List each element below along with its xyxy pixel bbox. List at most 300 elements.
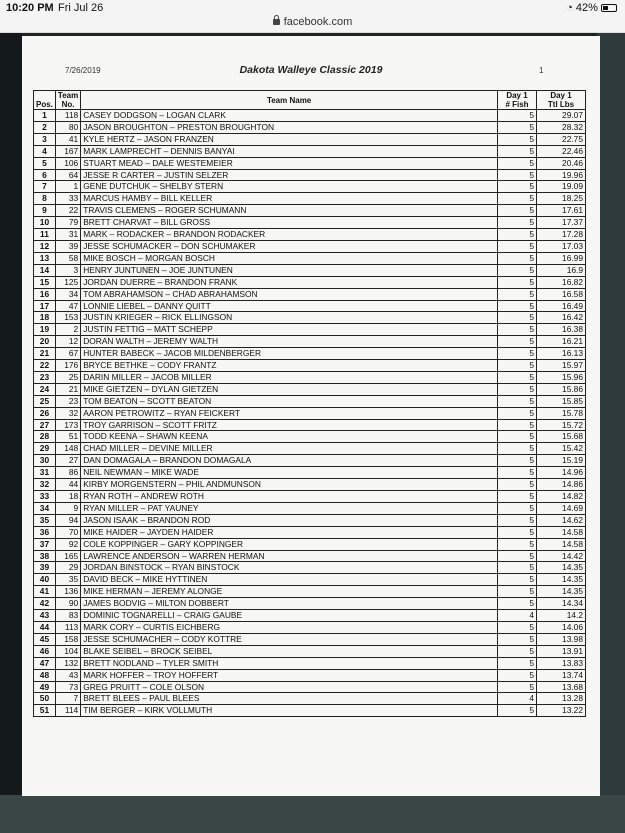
table-row bbox=[34, 145, 586, 157]
cell-pos: 13 bbox=[34, 252, 56, 264]
cell-fish: 5 bbox=[498, 336, 537, 348]
cell-team-no: 70 bbox=[55, 526, 80, 538]
cell-team-no: 18 bbox=[55, 491, 80, 503]
cell-pos: 23 bbox=[34, 371, 56, 383]
cell-team-no: 41 bbox=[55, 133, 80, 145]
cell-lbs: 13.98 bbox=[537, 633, 586, 645]
cell-team-name: JORDAN BINSTOCK – RYAN BINSTOCK bbox=[81, 562, 498, 574]
table-row bbox=[34, 288, 586, 300]
cell-team-name: MIKE GIETZEN – DYLAN GIETZEN bbox=[81, 383, 498, 395]
cell-team-name: BLAKE SEIBEL – BROCK SEIBEL bbox=[81, 645, 498, 657]
battery-percent: 42% bbox=[575, 2, 598, 14]
cell-fish: 5 bbox=[498, 312, 537, 324]
header-pos: Pos. bbox=[34, 91, 56, 110]
cell-fish: 5 bbox=[498, 276, 537, 288]
cell-team-no: 136 bbox=[55, 586, 80, 598]
cell-team-name: CASEY DODGSON – LOGAN CLARK bbox=[81, 110, 498, 122]
table-row bbox=[34, 657, 586, 669]
cell-fish: 5 bbox=[498, 705, 537, 717]
cell-pos: 51 bbox=[34, 705, 56, 717]
cell-fish: 5 bbox=[498, 669, 537, 681]
cell-team-name: LONNIE LIEBEL – DANNY QUITT bbox=[81, 300, 498, 312]
cell-pos: 20 bbox=[34, 336, 56, 348]
cell-team-name: TOM BEATON – SCOTT BEATON bbox=[81, 395, 498, 407]
cell-fish: 5 bbox=[498, 455, 537, 467]
table-row bbox=[34, 300, 586, 312]
lock-icon bbox=[273, 19, 280, 25]
table-row bbox=[34, 431, 586, 443]
cell-fish: 5 bbox=[498, 133, 537, 145]
cell-team-no: 31 bbox=[55, 229, 80, 241]
cell-fish: 5 bbox=[498, 240, 537, 252]
cell-pos: 38 bbox=[34, 550, 56, 562]
cell-lbs: 28.32 bbox=[537, 121, 586, 133]
table-row bbox=[34, 419, 586, 431]
cell-fish: 5 bbox=[498, 300, 537, 312]
cell-pos: 21 bbox=[34, 348, 56, 360]
cell-team-no: 33 bbox=[55, 193, 80, 205]
header-team-name: Team Name bbox=[81, 91, 498, 110]
table-row bbox=[34, 491, 586, 503]
background-left bbox=[0, 33, 22, 833]
cell-team-name: TOM ABRAHAMSON – CHAD ABRAHAMSON bbox=[81, 288, 498, 300]
cell-lbs: 19.09 bbox=[537, 181, 586, 193]
cell-pos: 24 bbox=[34, 383, 56, 395]
cell-fish: 5 bbox=[498, 252, 537, 264]
cell-team-no: 23 bbox=[55, 395, 80, 407]
cell-lbs: 18.25 bbox=[537, 193, 586, 205]
cell-fish: 5 bbox=[498, 205, 537, 217]
cell-team-no: 25 bbox=[55, 371, 80, 383]
table-row bbox=[34, 538, 586, 550]
cell-fish: 5 bbox=[498, 467, 537, 479]
cell-lbs: 16.58 bbox=[537, 288, 586, 300]
cell-lbs: 14.06 bbox=[537, 621, 586, 633]
cell-pos: 8 bbox=[34, 193, 56, 205]
cell-team-no: 43 bbox=[55, 669, 80, 681]
cell-team-name: MIKE HAIDER – JAYDEN HAIDER bbox=[81, 526, 498, 538]
cell-pos: 42 bbox=[34, 598, 56, 610]
table-row bbox=[34, 348, 586, 360]
cell-fish: 5 bbox=[498, 633, 537, 645]
cell-lbs: 20.46 bbox=[537, 157, 586, 169]
cell-pos: 1 bbox=[34, 110, 56, 122]
cell-team-name: DORAN WALTH – JEREMY WALTH bbox=[81, 336, 498, 348]
cell-pos: 39 bbox=[34, 562, 56, 574]
cell-team-name: TODD KEENA – SHAWN KEENA bbox=[81, 431, 498, 443]
cell-pos: 6 bbox=[34, 169, 56, 181]
cell-team-name: LAWRENCE ANDERSON – WARREN HERMAN bbox=[81, 550, 498, 562]
document-date: 7/26/2019 bbox=[65, 66, 101, 75]
cell-pos: 9 bbox=[34, 205, 56, 217]
cell-team-name: AARON PETROWITZ – RYAN FEICKERT bbox=[81, 407, 498, 419]
cell-pos: 46 bbox=[34, 645, 56, 657]
cell-lbs: 13.83 bbox=[537, 657, 586, 669]
cell-fish: 5 bbox=[498, 264, 537, 276]
cell-lbs: 14.35 bbox=[537, 586, 586, 598]
cell-team-name: HUNTER BABECK – JACOB MILDENBERGER bbox=[81, 348, 498, 360]
cell-fish: 5 bbox=[498, 324, 537, 336]
cell-pos: 25 bbox=[34, 395, 56, 407]
cell-fish: 5 bbox=[498, 574, 537, 586]
cell-team-name: MARK – RODACKER – BRANDON RODACKER bbox=[81, 229, 498, 241]
cell-pos: 7 bbox=[34, 181, 56, 193]
cell-pos: 32 bbox=[34, 479, 56, 491]
cell-team-name: JUSTIN KRIEGER – RICK ELLINGSON bbox=[81, 312, 498, 324]
cell-team-no: 80 bbox=[55, 121, 80, 133]
cell-team-no: 83 bbox=[55, 610, 80, 622]
cell-team-no: 44 bbox=[55, 479, 80, 491]
table-row bbox=[34, 205, 586, 217]
table-row bbox=[34, 586, 586, 598]
cell-lbs: 22.75 bbox=[537, 133, 586, 145]
cell-team-no: 92 bbox=[55, 538, 80, 550]
cell-team-name: JAMES BODVIG – MILTON DOBBERT bbox=[81, 598, 498, 610]
cell-fish: 5 bbox=[498, 121, 537, 133]
cell-team-no: 9 bbox=[55, 502, 80, 514]
cell-pos: 12 bbox=[34, 240, 56, 252]
cell-team-name: STUART MEAD – DALE WESTEMEIER bbox=[81, 157, 498, 169]
header-lbs bbox=[537, 91, 586, 110]
cell-team-name: JASON ISAAK – BRANDON ROD bbox=[81, 514, 498, 526]
table-row bbox=[34, 169, 586, 181]
cell-team-no: 86 bbox=[55, 467, 80, 479]
cell-pos: 3 bbox=[34, 133, 56, 145]
cell-team-name: DAN DOMAGALA – BRANDON DOMAGALA bbox=[81, 455, 498, 467]
cell-fish: 5 bbox=[498, 181, 537, 193]
cell-fish: 5 bbox=[498, 657, 537, 669]
table-row bbox=[34, 252, 586, 264]
cell-pos: 26 bbox=[34, 407, 56, 419]
table-row bbox=[34, 240, 586, 252]
cell-lbs: 15.85 bbox=[537, 395, 586, 407]
table-row bbox=[34, 181, 586, 193]
cell-team-no: 104 bbox=[55, 645, 80, 657]
cell-fish: 5 bbox=[498, 110, 537, 122]
cell-lbs: 29.07 bbox=[537, 110, 586, 122]
cell-team-no: 94 bbox=[55, 514, 80, 526]
cell-lbs: 16.99 bbox=[537, 252, 586, 264]
cell-team-no: 167 bbox=[55, 145, 80, 157]
cell-lbs: 14.86 bbox=[537, 479, 586, 491]
cell-pos: 44 bbox=[34, 621, 56, 633]
cell-fish: 5 bbox=[498, 491, 537, 503]
cell-team-no: 3 bbox=[55, 264, 80, 276]
cell-pos: 27 bbox=[34, 419, 56, 431]
cell-lbs: 14.34 bbox=[537, 598, 586, 610]
background-bottom bbox=[0, 795, 625, 833]
cell-team-no: 51 bbox=[55, 431, 80, 443]
cell-lbs: 13.91 bbox=[537, 645, 586, 657]
cell-lbs: 14.62 bbox=[537, 514, 586, 526]
cell-team-name: GREG PRUITT – COLE OLSON bbox=[81, 681, 498, 693]
cell-pos: 48 bbox=[34, 669, 56, 681]
cell-team-no: 64 bbox=[55, 169, 80, 181]
cell-team-no: 22 bbox=[55, 205, 80, 217]
cell-team-name: DAVID BECK – MIKE HYTTINEN bbox=[81, 574, 498, 586]
cell-lbs: 16.38 bbox=[537, 324, 586, 336]
cell-fish: 5 bbox=[498, 621, 537, 633]
table-row bbox=[34, 598, 586, 610]
cell-team-no: 176 bbox=[55, 360, 80, 372]
cell-fish: 5 bbox=[498, 514, 537, 526]
cell-pos: 18 bbox=[34, 312, 56, 324]
battery-icon bbox=[601, 4, 617, 12]
cell-team-no: 21 bbox=[55, 383, 80, 395]
cell-team-name: TROY GARRISON – SCOTT FRITZ bbox=[81, 419, 498, 431]
cell-team-name: MARK CORY – CURTIS EICHBERG bbox=[81, 621, 498, 633]
cell-team-name: BRETT CHARVAT – BILL GROSS bbox=[81, 217, 498, 229]
cell-lbs: 15.19 bbox=[537, 455, 586, 467]
cell-lbs: 17.37 bbox=[537, 217, 586, 229]
cell-team-name: DOMINIC TOGNARELLI – CRAIG GAUBE bbox=[81, 610, 498, 622]
cell-team-name: BRETT BLEES – PAUL BLEES bbox=[81, 693, 498, 705]
cell-lbs: 15.96 bbox=[537, 371, 586, 383]
table-row bbox=[34, 455, 586, 467]
cell-fish: 5 bbox=[498, 407, 537, 419]
table-row bbox=[34, 645, 586, 657]
cell-fish: 5 bbox=[498, 360, 537, 372]
results-sheet bbox=[22, 36, 600, 796]
cell-fish: 5 bbox=[498, 169, 537, 181]
cell-fish: 5 bbox=[498, 431, 537, 443]
cell-fish: 5 bbox=[498, 145, 537, 157]
table-row bbox=[34, 371, 586, 383]
table-row bbox=[34, 157, 586, 169]
cell-fish: 5 bbox=[498, 562, 537, 574]
cell-team-name: HENRY JUNTUNEN – JOE JUNTUNEN bbox=[81, 264, 498, 276]
table-row bbox=[34, 669, 586, 681]
cell-pos: 22 bbox=[34, 360, 56, 372]
header-team-no-label: No. bbox=[61, 100, 75, 109]
cell-lbs: 15.86 bbox=[537, 383, 586, 395]
cell-fish: 5 bbox=[498, 443, 537, 455]
cell-team-no: 90 bbox=[55, 598, 80, 610]
cell-lbs: 13.28 bbox=[537, 693, 586, 705]
header-fish-top: Day 1 bbox=[506, 91, 528, 100]
cell-pos: 40 bbox=[34, 574, 56, 586]
table-row bbox=[34, 526, 586, 538]
cell-fish: 5 bbox=[498, 193, 537, 205]
cell-lbs: 16.13 bbox=[537, 348, 586, 360]
cell-team-name: MARK LAMPRECHT – DENNIS BANYAI bbox=[81, 145, 498, 157]
cell-lbs: 13.22 bbox=[537, 705, 586, 717]
cell-fish: 5 bbox=[498, 217, 537, 229]
cell-team-no: 2 bbox=[55, 324, 80, 336]
cell-team-no: 158 bbox=[55, 633, 80, 645]
cell-team-no: 148 bbox=[55, 443, 80, 455]
cell-lbs: 19.96 bbox=[537, 169, 586, 181]
cell-fish: 5 bbox=[498, 645, 537, 657]
table-row bbox=[34, 633, 586, 645]
cell-team-name: MIKE HERMAN – JEREMY ALONGE bbox=[81, 586, 498, 598]
wifi-icon: ◔ bbox=[566, 2, 573, 14]
cell-pos: 31 bbox=[34, 467, 56, 479]
cell-lbs: 14.82 bbox=[537, 491, 586, 503]
results-table bbox=[33, 90, 586, 717]
cell-pos: 28 bbox=[34, 431, 56, 443]
table-row bbox=[34, 514, 586, 526]
cell-team-name: GENE DUTCHUK – SHELBY STERN bbox=[81, 181, 498, 193]
url-text: facebook.com bbox=[283, 16, 353, 28]
cell-fish: 5 bbox=[498, 479, 537, 491]
cell-team-no: 29 bbox=[55, 562, 80, 574]
cell-pos: 10 bbox=[34, 217, 56, 229]
cell-pos: 43 bbox=[34, 610, 56, 622]
table-row bbox=[34, 574, 586, 586]
cell-fish: 5 bbox=[498, 348, 537, 360]
cell-lbs: 16.9 bbox=[537, 264, 586, 276]
cell-pos: 49 bbox=[34, 681, 56, 693]
cell-lbs: 16.49 bbox=[537, 300, 586, 312]
cell-team-no: 27 bbox=[55, 455, 80, 467]
cell-lbs: 17.61 bbox=[537, 205, 586, 217]
cell-team-no: 153 bbox=[55, 312, 80, 324]
cell-team-name: TRAVIS CLEMENS – ROGER SCHUMANN bbox=[81, 205, 498, 217]
cell-team-name: MARK HOFFER – TROY HOFFERT bbox=[81, 669, 498, 681]
header-lbs-top: Day 1 bbox=[550, 91, 572, 100]
cell-lbs: 17.28 bbox=[537, 229, 586, 241]
cell-lbs: 15.72 bbox=[537, 419, 586, 431]
cell-pos: 5 bbox=[34, 157, 56, 169]
cell-team-no: 173 bbox=[55, 419, 80, 431]
cell-team-no: 106 bbox=[55, 157, 80, 169]
cell-team-name: KIRBY MORGENSTERN – PHIL ANDMUNSON bbox=[81, 479, 498, 491]
cell-lbs: 16.42 bbox=[537, 312, 586, 324]
table-row bbox=[34, 336, 586, 348]
cell-lbs: 17.03 bbox=[537, 240, 586, 252]
cell-fish: 5 bbox=[498, 526, 537, 538]
cell-team-no: 165 bbox=[55, 550, 80, 562]
table-row bbox=[34, 479, 586, 491]
cell-team-no: 114 bbox=[55, 705, 80, 717]
cell-lbs: 14.69 bbox=[537, 502, 586, 514]
header-team-no bbox=[55, 91, 80, 110]
cell-team-name: JESSE R CARTER – JUSTIN SELZER bbox=[81, 169, 498, 181]
cell-fish: 5 bbox=[498, 681, 537, 693]
cell-team-name: MARCUS HAMBY – BILL KELLER bbox=[81, 193, 498, 205]
table-row bbox=[34, 276, 586, 288]
cell-team-name: RYAN ROTH – ANDREW ROTH bbox=[81, 491, 498, 503]
table-row bbox=[34, 502, 586, 514]
table-row bbox=[34, 110, 586, 122]
header-team-top: Team bbox=[57, 91, 79, 100]
page-number: 1 bbox=[539, 66, 544, 75]
cell-team-no: 73 bbox=[55, 681, 80, 693]
cell-lbs: 14.35 bbox=[537, 574, 586, 586]
background-right bbox=[597, 33, 625, 833]
cell-team-no: 34 bbox=[55, 288, 80, 300]
cell-team-no: 113 bbox=[55, 621, 80, 633]
cell-team-no: 1 bbox=[55, 181, 80, 193]
table-row bbox=[34, 610, 586, 622]
cell-team-no: 35 bbox=[55, 574, 80, 586]
cell-pos: 36 bbox=[34, 526, 56, 538]
cell-lbs: 13.74 bbox=[537, 669, 586, 681]
cell-team-name: DARIN MILLER – JACOB MILLER bbox=[81, 371, 498, 383]
cell-lbs: 14.2 bbox=[537, 610, 586, 622]
cell-pos: 45 bbox=[34, 633, 56, 645]
cell-pos: 30 bbox=[34, 455, 56, 467]
cell-team-name: NEIL NEWMAN – MIKE WADE bbox=[81, 467, 498, 479]
cell-pos: 16 bbox=[34, 288, 56, 300]
cell-team-name: JUSTIN FETTIG – MATT SCHEPP bbox=[81, 324, 498, 336]
cell-pos: 35 bbox=[34, 514, 56, 526]
cell-lbs: 15.68 bbox=[537, 431, 586, 443]
cell-pos: 11 bbox=[34, 229, 56, 241]
cell-lbs: 14.58 bbox=[537, 538, 586, 550]
cell-fish: 5 bbox=[498, 157, 537, 169]
table-row bbox=[34, 681, 586, 693]
address-bar[interactable] bbox=[0, 16, 625, 33]
cell-team-no: 125 bbox=[55, 276, 80, 288]
cell-fish: 5 bbox=[498, 538, 537, 550]
table-row bbox=[34, 705, 586, 717]
cell-fish: 5 bbox=[498, 383, 537, 395]
table-row bbox=[34, 443, 586, 455]
cell-fish: 5 bbox=[498, 598, 537, 610]
table-header-row bbox=[34, 91, 586, 110]
cell-team-name: BRYCE BETHKE – CODY FRANTZ bbox=[81, 360, 498, 372]
table-row bbox=[34, 133, 586, 145]
cell-lbs: 14.35 bbox=[537, 562, 586, 574]
cell-team-name: TIM BERGER – KIRK VOLLMUTH bbox=[81, 705, 498, 717]
table-row bbox=[34, 467, 586, 479]
cell-team-name: JESSE SCHUMACKER – DON SCHUMAKER bbox=[81, 240, 498, 252]
cell-team-name: COLE KOPPINGER – GARY KOPPINGER bbox=[81, 538, 498, 550]
table-row bbox=[34, 395, 586, 407]
cell-team-name: KYLE HERTZ – JASON FRANZEN bbox=[81, 133, 498, 145]
cell-team-no: 67 bbox=[55, 348, 80, 360]
cell-pos: 34 bbox=[34, 502, 56, 514]
cell-pos: 50 bbox=[34, 693, 56, 705]
cell-pos: 47 bbox=[34, 657, 56, 669]
table-row bbox=[34, 264, 586, 276]
cell-pos: 14 bbox=[34, 264, 56, 276]
results-body bbox=[34, 110, 586, 717]
table-row bbox=[34, 383, 586, 395]
cell-lbs: 15.42 bbox=[537, 443, 586, 455]
cell-lbs: 14.42 bbox=[537, 550, 586, 562]
cell-lbs: 16.82 bbox=[537, 276, 586, 288]
cell-fish: 5 bbox=[498, 229, 537, 241]
cell-team-no: 7 bbox=[55, 693, 80, 705]
cell-pos: 4 bbox=[34, 145, 56, 157]
cell-fish: 4 bbox=[498, 693, 537, 705]
table-row bbox=[34, 312, 586, 324]
cell-fish: 5 bbox=[498, 586, 537, 598]
cell-team-no: 47 bbox=[55, 300, 80, 312]
table-row bbox=[34, 360, 586, 372]
cell-team-no: 132 bbox=[55, 657, 80, 669]
cell-team-no: 58 bbox=[55, 252, 80, 264]
cell-team-no: 39 bbox=[55, 240, 80, 252]
cell-lbs: 15.78 bbox=[537, 407, 586, 419]
cell-pos: 17 bbox=[34, 300, 56, 312]
table-row bbox=[34, 550, 586, 562]
document-title: Dakota Walleye Classic 2019 bbox=[239, 64, 383, 76]
status-right bbox=[566, 2, 617, 14]
table-row bbox=[34, 621, 586, 633]
table-row bbox=[34, 562, 586, 574]
table-row bbox=[34, 121, 586, 133]
cell-team-name: JESSE SCHUMACHER – CODY KOTTRE bbox=[81, 633, 498, 645]
cell-lbs: 13.68 bbox=[537, 681, 586, 693]
status-time: 10:20 PM bbox=[6, 2, 54, 14]
cell-lbs: 14.96 bbox=[537, 467, 586, 479]
cell-fish: 5 bbox=[498, 371, 537, 383]
table-row bbox=[34, 407, 586, 419]
